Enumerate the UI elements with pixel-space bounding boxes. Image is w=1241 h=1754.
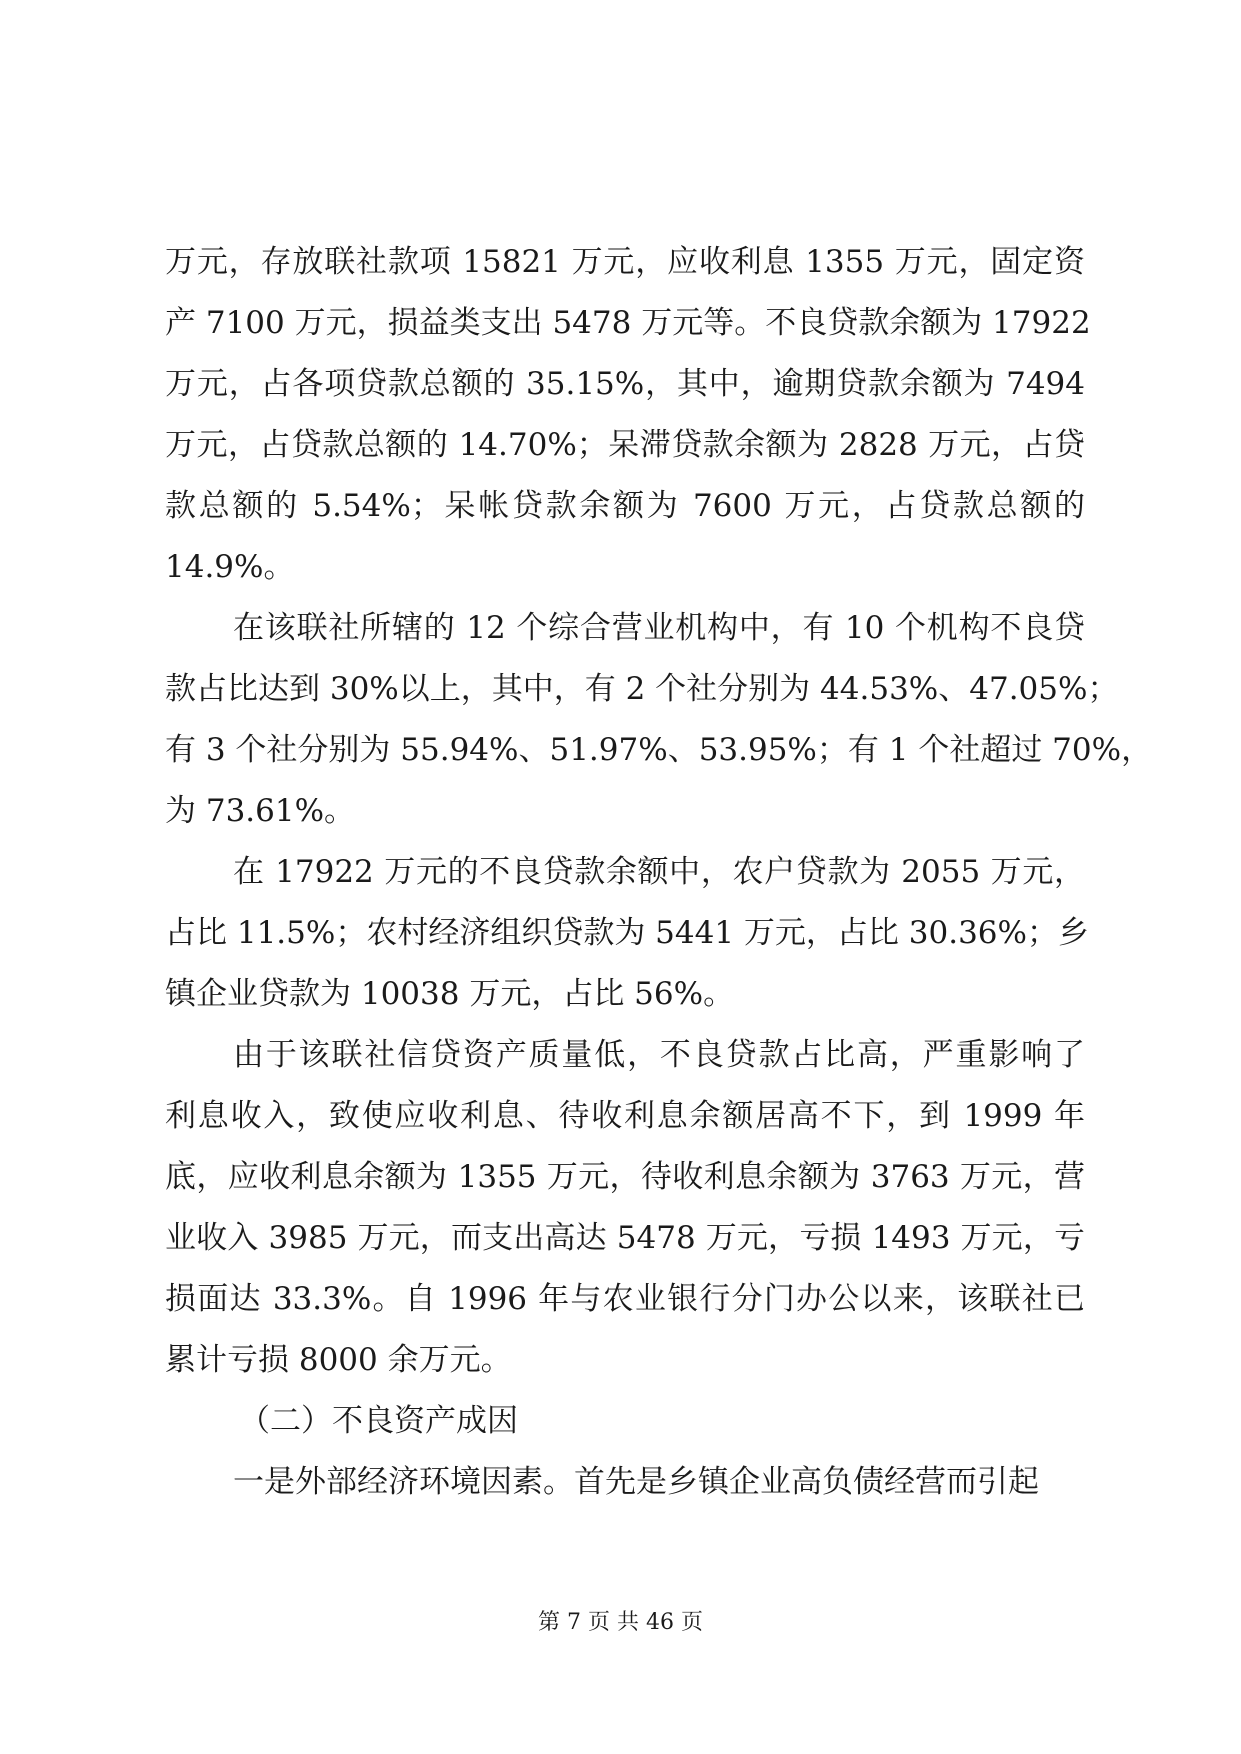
paragraph (165, 598, 1153, 842)
text-line: 镇企业贷款为 10038 万元，占比 56%。 (165, 976, 735, 1012)
body-text (165, 232, 1153, 1513)
paragraph (165, 232, 1091, 598)
text-line: 底，应收利息余额为 1355 万元，待收利息余额为 3763 万元，营 (165, 1159, 1085, 1195)
text-line: 为 73.61%。 (165, 793, 356, 829)
text-line: 款总额的 5.54%；呆帐贷款余额为 7600 万元，占贷款总额的 (165, 488, 1085, 524)
text-line: 万元，占贷款总额的 14.70%；呆滞贷款余额为 2828 万元，占贷 (165, 427, 1085, 463)
text-line: 占比 11.5%；农村经济组织贷款为 5441 万元，占比 30.36%；乡 (165, 915, 1089, 951)
text-line: 有 3 个社分别为 55.94%、51.97%、53.95%；有 1 个社超过 70%， (165, 732, 1153, 768)
text-line: 款占比达到 30%以上，其中，有 2 个社分别为 44.53%、47.05%； (165, 671, 1119, 707)
text-line: 万元，占各项贷款总额的 35.15%，其中，逾期贷款余额为 7494 (165, 366, 1085, 402)
paragraph (165, 1452, 1085, 1513)
text-line: 在该联社所辖的 12 个综合营业机构中，有 10 个机构不良贷 (233, 610, 1085, 646)
text-line: 一是外部经济环境因素。首先是乡镇企业高负债经营而引起 (233, 1464, 1039, 1500)
text-line: 产 7100 万元，损益类支出 5478 万元等。不良贷款余额为 17922 (165, 305, 1091, 341)
text-line: 利息收入，致使应收利息、待收利息余额居高不下，到 1999 年 (165, 1098, 1085, 1134)
text-line: 在 17922 万元的不良贷款余额中，农户贷款为 2055 万元， (233, 854, 1085, 890)
text-line: 累计亏损 8000 余万元。 (165, 1342, 512, 1378)
paragraph (165, 1025, 1085, 1391)
text-line: 万元，存放联社款项 15821 万元，应收利息 1355 万元，固定资 (165, 244, 1085, 280)
text-line: 业收入 3985 万元，而支出高达 5478 万元，亏损 1493 万元，亏 (165, 1220, 1085, 1256)
text-line: 由于该联社信贷资产质量低，不良贷款占比高，严重影响了 (233, 1037, 1085, 1073)
heading-text: （二）不良资产成因 (239, 1403, 518, 1439)
text-line: 14.9%。 (165, 549, 295, 585)
section-heading (165, 1391, 1085, 1452)
text-line: 损面达 33.3%。自 1996 年与农业银行分门办公以来，该联社已 (165, 1281, 1085, 1317)
page-footer: 第 7 页 共 46 页 (538, 1610, 703, 1635)
paragraph (165, 842, 1089, 1025)
